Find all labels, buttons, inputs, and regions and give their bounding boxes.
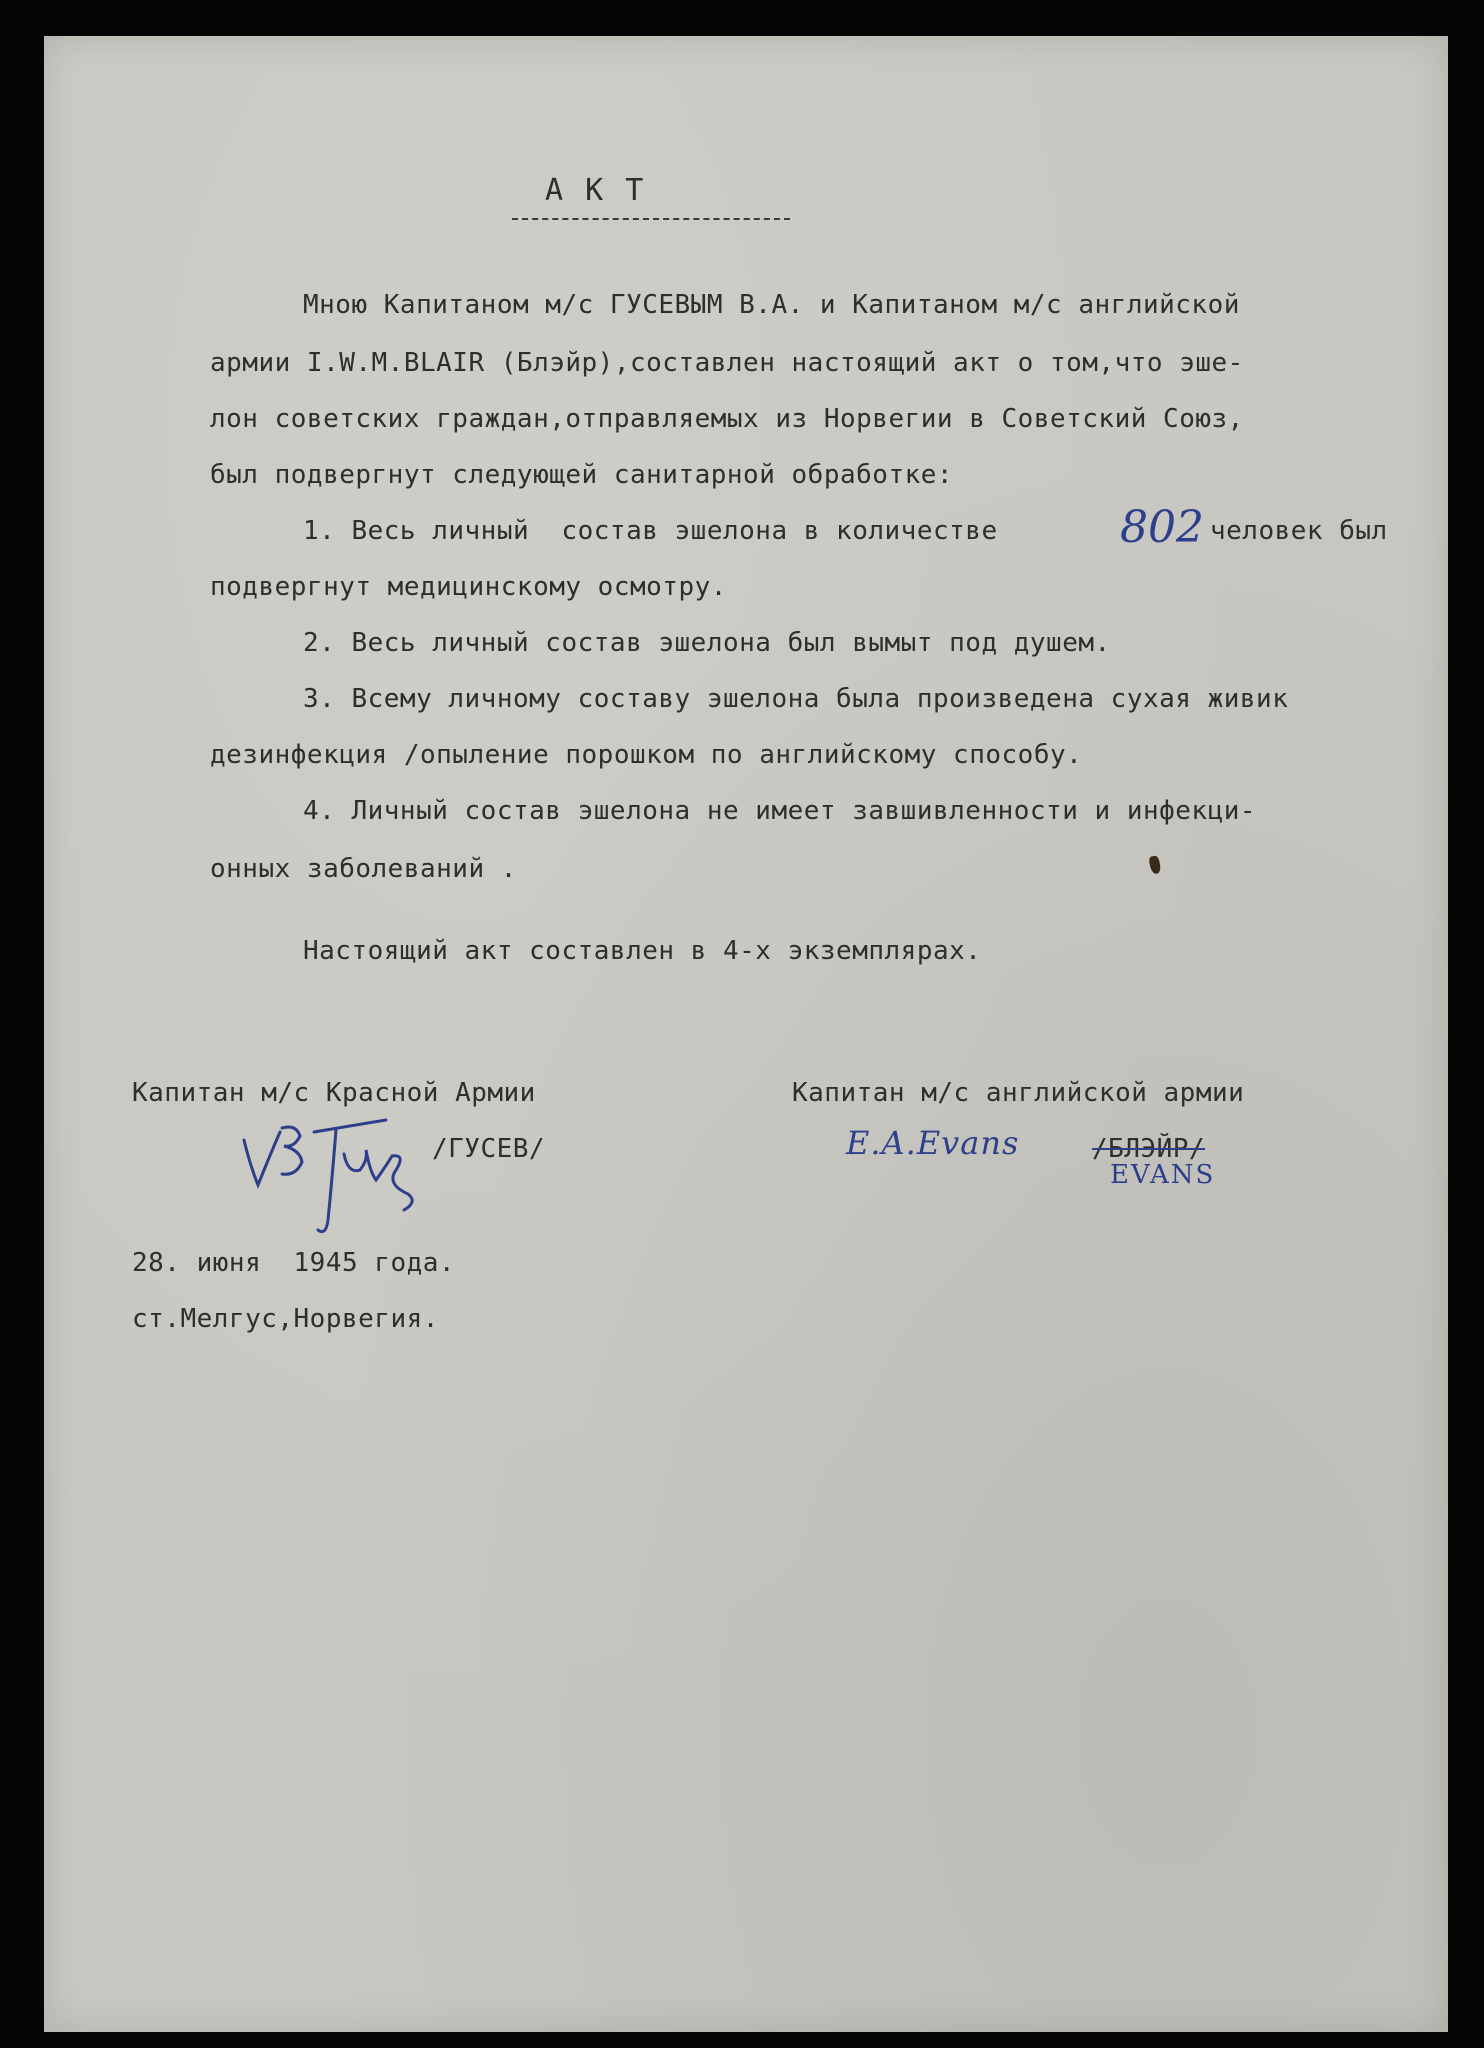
right-handwritten-signature: E.A.Evans (846, 1124, 1020, 1162)
document-date: 28. июня 1945 года. (132, 1248, 456, 1278)
document-place: ст.Мелгус,Норвегия. (132, 1304, 439, 1334)
body-line-3: лон советских граждан,отправляемых из Норвегии в Советский Союз, (210, 404, 1244, 434)
body-line-2: армии I.W.M.BLAIR (Блэйр),составлен настоящий акт о том,что эше- (210, 348, 1244, 378)
document-sheet (44, 36, 1448, 2032)
item-1-count-handwritten: 802 (1120, 502, 1204, 553)
body-line-4: был подвергнут следующей санитарной обработке: (210, 460, 954, 490)
title-underline (512, 218, 790, 220)
right-signatory-name-crossed: /БЛЭЙР/ (1092, 1134, 1206, 1164)
document-title: А К Т (545, 173, 646, 208)
copies-note: Настоящий акт составлен в 4-х экземплярах. (303, 936, 982, 966)
left-signatory-title: Капитан м/с Красной Армии (132, 1078, 536, 1108)
item-3-text: 3. Всему личному составу эшелона была произведена сухая живик (303, 684, 1289, 714)
right-signatory-title: Капитан м/с английской армии (792, 1078, 1245, 1108)
left-handwritten-signature (236, 1110, 436, 1240)
body-line-1: Мною Капитаном м/с ГУСЕВЫМ В.А. и Капитаном м/с английской (303, 290, 1240, 320)
item-4-text: 4. Личный состав эшелона не имеет завшивленности и инфекци- (303, 796, 1257, 826)
item-1-text-end: человек был (1210, 516, 1388, 546)
right-signatory-name-handwritten: EVANS (1110, 1160, 1216, 1190)
item-1-text: 1. Весь личный состав эшелона в количестве (303, 516, 998, 546)
item-3-text-cont: дезинфекция /опыление порошком по английскому способу. (210, 740, 1083, 770)
item-4-text-cont: онных заболеваний . (210, 854, 517, 884)
item-2-text: 2. Весь личный состав эшелона был вымыт под душем. (303, 628, 1111, 658)
item-1-text-cont: подвергнут медицинскому осмотру. (210, 572, 727, 602)
left-signatory-name: /ГУСЕВ/ (432, 1134, 546, 1164)
